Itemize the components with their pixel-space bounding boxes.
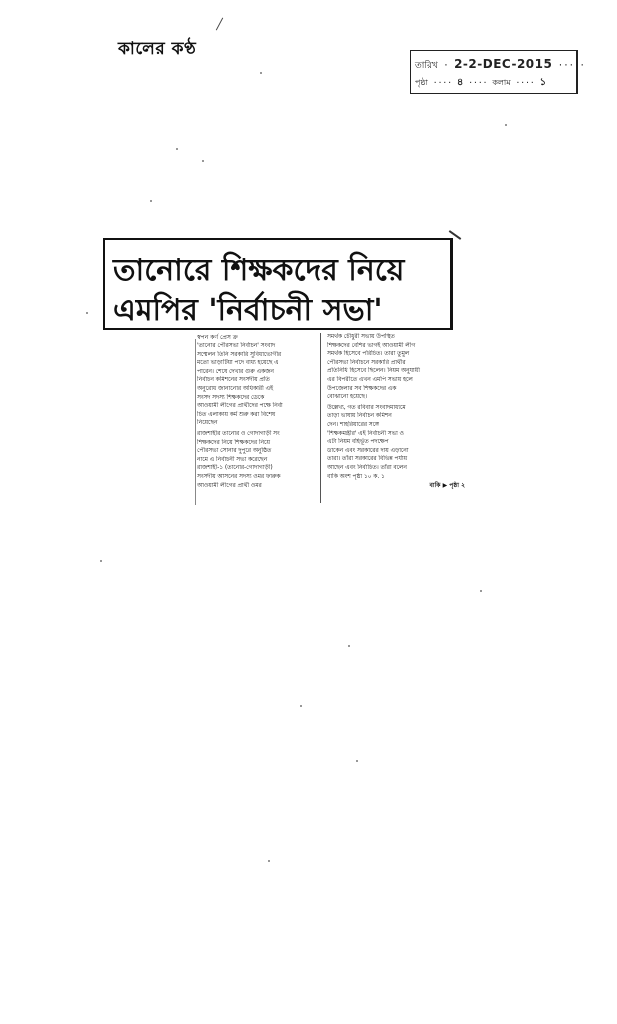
continued-note: বাকি ▶ পৃষ্ঠা ২ — [429, 482, 465, 490]
clip-corner-mark — [449, 230, 462, 240]
article-text-line: পৌরসভা সোনার দুপুরে অনুষ্ঠিত — [197, 447, 272, 455]
article-text-line: পৌরসভা নির্বাচনে সরকারি প্রার্থীর — [327, 358, 406, 366]
article-text-line: সমর্থক হিসেবে পরিচিত। তারা তুমুল — [327, 350, 410, 358]
article-text-line: উল্লেখ্য, গত রবিবার সংবাদমাধ্যমে — [327, 403, 406, 411]
newspaper-masthead: কালের কণ্ঠ — [118, 39, 197, 59]
byline: স্বপন কর্ণ প্রেস ক্র — [197, 334, 238, 341]
article-text-line: সমর্থক চৌধুরী সভায় উপস্থিত — [327, 333, 395, 340]
article-text-line: নির্বাচন কমিশনের সংসদীয় প্রতি — [197, 376, 270, 384]
headline-line-1: তানোরে শিক্ষকদের নিয়ে — [113, 253, 405, 288]
scan-speck — [150, 200, 152, 202]
scan-speck — [176, 148, 178, 150]
article-text-line: রাজশাহীর তানোর ও গোদাগাড়ী সং — [197, 429, 280, 437]
stamp-column-value: ১ — [539, 77, 547, 88]
article-text-line: পারেন। শেষে দেখার গুরু একজন — [197, 367, 274, 375]
headline-line-2: এমপির 'নির্বাচনী সভা' — [113, 293, 383, 328]
stamp-page-label: পৃষ্ঠা — [415, 78, 428, 87]
article-text-line: চিত এলাকায় কর্ম শুরু করা বিশেষ — [197, 410, 276, 418]
article-text-line: আওয়ামী লীগের প্রার্থী ওমর — [197, 481, 262, 489]
scan-speck — [480, 590, 482, 592]
scan-speck — [348, 645, 350, 647]
article-text-line: দেন। শাহরিয়ারের সঙ্গে — [327, 420, 379, 428]
scan-speck — [268, 860, 270, 862]
article-text-line: নিয়েছেন — [197, 419, 218, 427]
column-divider — [320, 333, 321, 503]
article-text-line: এটা নিয়ম বহির্ভূত পদক্ষেপ — [327, 438, 389, 446]
article-text-line: আওয়ামী লীগের প্রার্থীদের পক্ষে নির্বা — [197, 402, 283, 410]
stamp-column-label: কলাম — [492, 78, 511, 87]
stamp-date-label: তারিখ — [415, 61, 438, 71]
clipping-stamp — [410, 50, 585, 94]
article-text-line: ডাকেন এবং সরকারের দায় এড়ানো — [327, 446, 409, 454]
article-text-line: তারা। তাঁরা সরকারের বিভিন্ন পর্যায় — [327, 455, 408, 463]
article-text-line: নামে এ নির্বাচনী সভা করেছেন — [197, 455, 268, 463]
stamp-date-row: তারিখ · 2-2-DEC-2015 ····· — [415, 57, 585, 71]
scan-speck — [505, 124, 507, 126]
article-column-left — [197, 333, 317, 503]
article-text-line: শিক্ষকদের নিয়ে শিক্ষকদের নিয়ে — [197, 438, 270, 446]
article-text-line: আছেন এবং নির্বাচিত। তাঁরা বলেন — [327, 463, 407, 471]
scan-speck — [300, 705, 302, 707]
scan-speck — [356, 760, 358, 762]
article-text-line: বোঝানো হয়েছে। — [327, 393, 367, 401]
article-body — [197, 333, 465, 505]
article-text-line: 'তানোর পৌরসভা নির্বাচন' সংবাদ — [197, 342, 276, 349]
article-text-line: মতো ভাড়াটিয়া পদে বাধ্য হয়েছে এ — [197, 359, 279, 367]
article-text-line: সম্মেলন তিনি সরকারি সুবিধাভোগীর — [197, 350, 282, 358]
article-text-line: উপজেলার সব শিক্ষকদের এক — [327, 384, 397, 392]
article-text-line: অনুরোধ জানানোর অধিকারী এই — [197, 384, 273, 392]
scan-speck — [260, 72, 262, 74]
stamp-page-row: পৃষ্ঠা ···· ৪ ···· কলাম ···· ১ — [415, 77, 547, 88]
article-text-line: বাকি অংশ পৃষ্ঠা ১০ ক. ১ — [327, 472, 385, 480]
article-text-line: তাড়া ভাষায় নির্বাচন কমিশন — [327, 412, 392, 420]
scan-speck — [86, 312, 88, 314]
article-column-right — [327, 333, 465, 503]
article-text-line: রাজশাহী-১ (তানোর-গোদাগাড়ী) — [197, 464, 273, 472]
article-text-line: সংসদ সদস্য শিক্ষকদের ডেকে — [197, 393, 265, 401]
article-text-line: সংসদীয় আসনের সদস্য ওমর ফারুক — [197, 472, 281, 480]
article-text-line: শিক্ষকদের বেশির ভাগই আওয়ামী লীগ — [327, 341, 416, 349]
stamp-page-value: ৪ — [456, 77, 464, 88]
scan-speck — [202, 160, 204, 162]
pen-mark — [216, 18, 223, 31]
clip-edge — [195, 339, 196, 505]
headline-box — [103, 238, 453, 330]
article-text-line: প্রতিনিধি হিসেবে ছিলেন। নিয়ম অনুযায়ী — [327, 367, 420, 375]
scan-speck — [100, 560, 102, 562]
article-text-line: 'শিক্ষকমন্ত্রীর' এই নির্বাচনী সভা ও — [327, 429, 404, 437]
article-text-line: এর বিপরীতে এখন এমপি সভায় হলে — [327, 375, 413, 383]
stamp-date-value: 2-2-DEC-2015 — [454, 57, 553, 71]
